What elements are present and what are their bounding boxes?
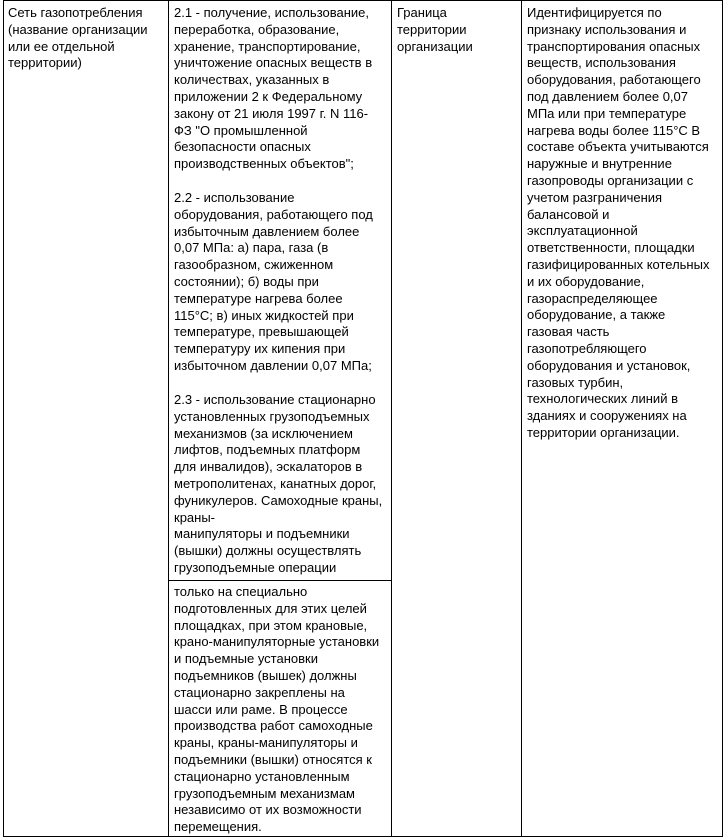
boundary-cell: Граница территории организации [397,5,473,54]
criterion-2-1: 2.1 - получение, использование, переработка, образование, хранение, транспортирование, уничтожение опасных веществ в количествах, указанных в приложении 2 к Федеральному закону от 21 июля 1997 г. N 116- ФЗ "О промышленной безопасности опасных производственных объектов"; [174,5,373,172]
column-divider-1 [168,0,169,837]
page-break-line [168,580,392,581]
column-divider-3 [521,0,522,837]
identification-cell: Идентифицируется по признаку использования и транспортирования опасных веществ, использования оборудования, работающего под давлением более 0,07 МПа или при температуре нагрева воды более 115°С В составе объекта учитываются наружные и внутренние газопроводы организации с учетом разграничения балансовой и эксплуатационной ответственности, площадки газифицированных котельных и их оборудование, газораспределяющее оборудование, а также газовая часть газопотребляющего оборудования и установок, газовых турбин, технологических линий в зданиях и сооружениях на территории организации. [527,5,710,440]
table-border-left [3,0,4,837]
column-divider-2 [391,0,392,837]
object-name-cell: Сеть газопотребления (название организации или ее отдельной территории) [8,5,148,71]
table-border-top [3,0,723,1]
criterion-2-3: 2.3 - использование стационарно установленных грузоподъемных механизмов (за исключением лифтов, подъемных платформ для инвалидов), эскалаторов в метрополитенах, канатных дорог, фуникулеров. Самоходные краны, краны- манипуляторы и подъемники (вышки) должны осуществлять грузоподъемные операции [174,392,383,575]
criterion-2-3-continued: только на специально подготовленных для этих целей площадках, при этом крановые, крано-манипуляторные установки и подъемные установки подъемников (вышек) должны стационарно закреплены на шасси или раме. В процессе производства работ самоходные краны, краны-манипуляторы и подъемники (вышки) относятся к стационарно установленным грузоподъемным механизмам независимо от их возможности перемещения. [174,584,380,835]
criterion-2-2: 2.2 - использование оборудования, работающего под избыточным давлением более 0,07 МПа: а) пара, газа (в газообразном, сжиженном состоянии); б) воды при температуре нагрева более 115°С; в) иных жидкостей при температуре, превышающей температуру их кипения при избыточном давлении 0,07 МПа; [174,190,373,373]
table-border-right [722,0,723,837]
